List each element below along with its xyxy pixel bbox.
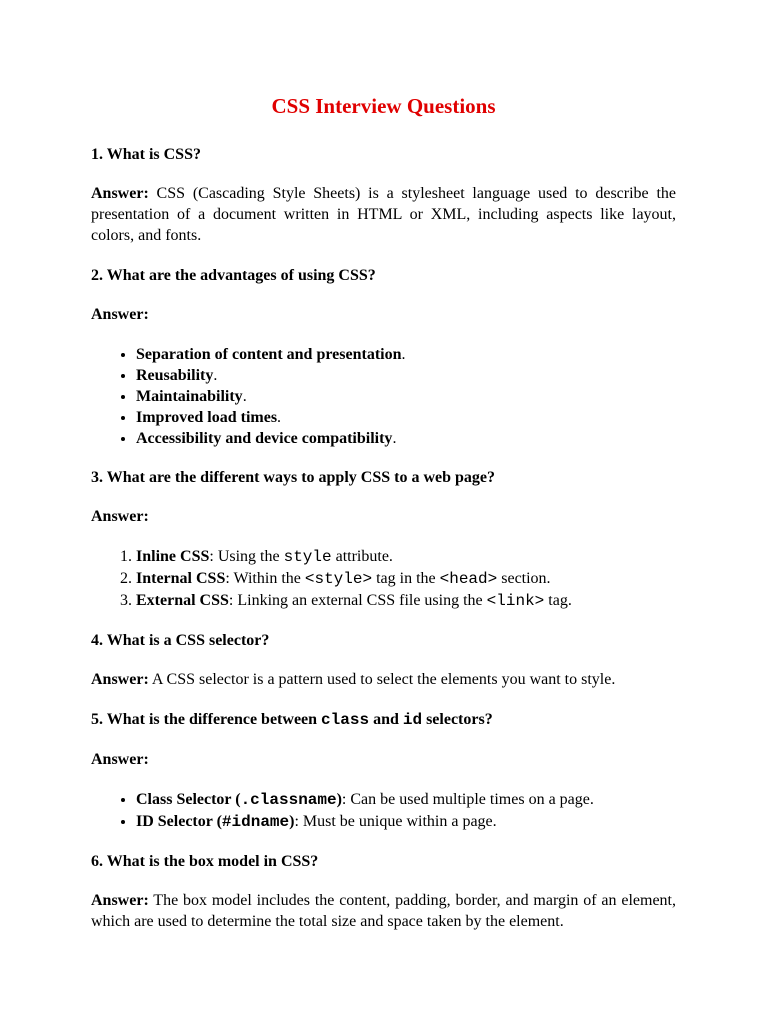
list-item-bold: Inline CSS xyxy=(136,548,210,565)
code-snippet: <head> xyxy=(439,570,498,588)
list-item-rest: . xyxy=(277,409,282,426)
list-item xyxy=(136,546,676,568)
question-5 xyxy=(91,709,676,731)
question-text: and xyxy=(369,711,403,728)
list-item-bold: Accessibility and device compatibility xyxy=(136,430,393,447)
code-snippet: .classname xyxy=(240,791,337,809)
list-item-bold: External CSS xyxy=(136,592,229,609)
list-item-text: tag. xyxy=(544,592,572,609)
list-item xyxy=(136,428,676,449)
list-item-rest: . xyxy=(392,430,397,447)
list-item-bold: ID Selector ( xyxy=(136,813,222,830)
question-4: 4. What is a CSS selector? xyxy=(91,632,270,649)
list-item xyxy=(136,344,676,365)
list-item-text: : Within the xyxy=(225,570,305,587)
question-2: 2. What are the advantages of using CSS? xyxy=(91,267,376,284)
selector-list xyxy=(91,789,676,833)
code-snippet: class xyxy=(321,711,370,729)
list-item-bold: Class Selector ( xyxy=(136,791,241,808)
answer-2-label: Answer: xyxy=(91,306,149,323)
list-item-text: : Linking an external CSS file using the xyxy=(228,592,487,609)
list-item xyxy=(136,811,676,833)
code-snippet: id xyxy=(402,711,423,729)
list-item-bold: Improved load times xyxy=(136,409,278,426)
advantages-list xyxy=(91,344,676,449)
list-item-text: attribute. xyxy=(331,548,393,565)
list-item xyxy=(136,365,676,386)
answer-4 xyxy=(91,669,676,690)
list-item xyxy=(136,590,676,612)
list-item xyxy=(136,789,676,811)
answer-1-text: CSS (Cascading Style Sheets) is a stylesheet language used to describe the presentation of a document written in HTML or XML, including aspects like layout, colors, and fonts. xyxy=(91,185,676,244)
answer-4-text: A CSS selector is a pattern used to select the elements you want to style. xyxy=(148,671,616,688)
question-text: selectors? xyxy=(422,711,493,728)
question-1: 1. What is CSS? xyxy=(91,146,201,163)
list-item xyxy=(136,407,676,428)
answer-6-text: The box model includes the content, padding, border, and margin of an element, which are used to determine the total size and space taken by the element. xyxy=(91,892,676,930)
document-title: CSS Interview Questions xyxy=(271,94,496,118)
ways-list xyxy=(91,546,676,612)
list-item-rest: . xyxy=(401,346,406,363)
question-text: 5. What is the difference between xyxy=(91,711,322,728)
list-item-rest: . xyxy=(242,388,247,405)
code-snippet: #idname xyxy=(221,813,290,831)
answer-label: Answer: xyxy=(91,892,149,909)
list-item-bold: Internal CSS xyxy=(136,570,226,587)
list-item-rest: . xyxy=(213,367,218,384)
list-item-text: tag in the xyxy=(372,570,440,587)
list-item-text: : Using the xyxy=(209,548,284,565)
list-item-bold: Reusability xyxy=(136,367,214,384)
answer-label: Answer: xyxy=(91,671,149,688)
code-snippet: <style> xyxy=(304,570,373,588)
question-6: 6. What is the box model in CSS? xyxy=(91,853,319,870)
question-3: 3. What are the different ways to apply CSS to a web page? xyxy=(91,469,496,486)
list-item-text: section. xyxy=(497,570,551,587)
list-item-bold: Separation of content and presentation xyxy=(136,346,402,363)
code-snippet: style xyxy=(283,548,332,566)
list-item-bold: ) xyxy=(336,791,342,808)
code-snippet: <link> xyxy=(486,592,545,610)
list-item-rest: : Can be used multiple times on a page. xyxy=(341,791,594,808)
answer-1 xyxy=(91,183,676,246)
list-item xyxy=(136,386,676,407)
list-item-bold: Maintainability xyxy=(136,388,243,405)
answer-3-label: Answer: xyxy=(91,508,149,525)
list-item xyxy=(136,568,676,590)
answer-6 xyxy=(91,890,676,932)
list-item-rest: : Must be unique within a page. xyxy=(294,813,497,830)
answer-label: Answer: xyxy=(91,185,149,202)
list-item-bold: ) xyxy=(289,813,295,830)
answer-5-label: Answer: xyxy=(91,751,149,768)
